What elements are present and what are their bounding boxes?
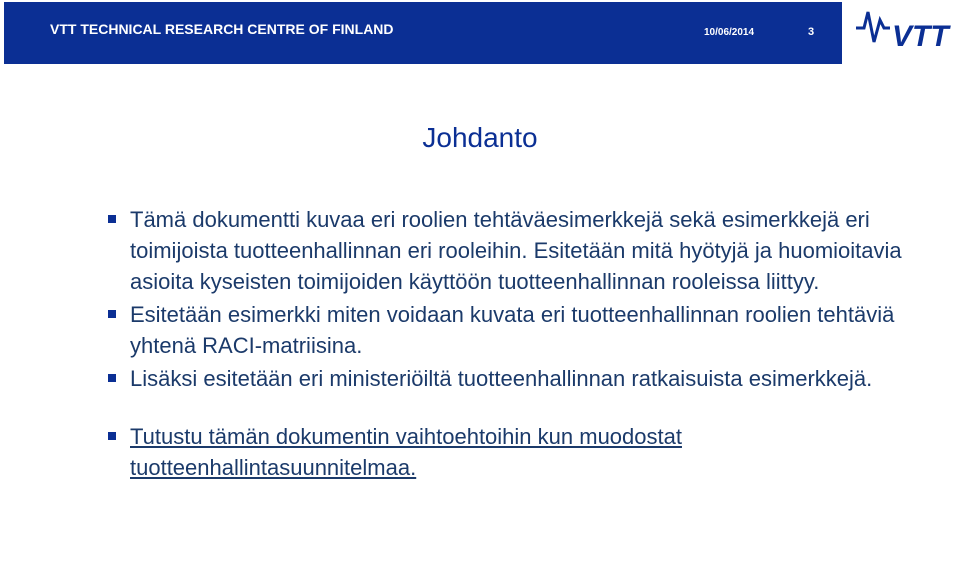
vtt-logo-text: VTT [892,20,949,53]
page-number: 3 [808,26,815,38]
bullet-marker-icon [108,215,116,223]
vtt-logo [842,0,960,64]
options-link[interactable]: Tutustu tämän dokumentin vaihtoehtoihin kun muodostat tuotteenhallintasuunnitelmaa. [130,424,682,480]
bullet-text: Lisäksi esitetään eri ministeriöiltä tuotteenhallinnan ratkaisuista esimerkkejä. [130,366,873,391]
bullet-text: Esitetään esimerkki miten voidaan kuvata eri tuotteenhallinnan roolien tehtäviä yhtenä RACI-matriisina. [130,302,895,358]
header-bar [4,2,956,64]
organization-name: VTT TECHNICAL RESEARCH CENTRE OF FINLAND [50,21,394,37]
vtt-logo-icon [852,6,952,56]
bullet-item [108,363,938,394]
slide-date: 10/06/2014 [704,27,755,38]
bullet-item [108,204,938,297]
bullet-text: Tämä dokumentti kuvaa eri roolien tehtäväesimerkkejä sekä esimerkkejä eri toimijoista tuotteenhallinnan eri rooleihin. Esitetään mitä hyötyjä ja huomioitavia asioita kyseisten toimijoiden käyttöön tuotteenhallinnan rooleissa liittyy. [130,207,902,294]
slide-title: Johdanto [422,122,538,153]
bullet-item-link [108,421,938,483]
bullet-item [108,299,938,361]
bullet-marker-icon [108,374,116,382]
bullet-list [108,204,938,483]
bullet-marker-icon [108,310,116,318]
bullet-marker-icon [108,432,116,440]
